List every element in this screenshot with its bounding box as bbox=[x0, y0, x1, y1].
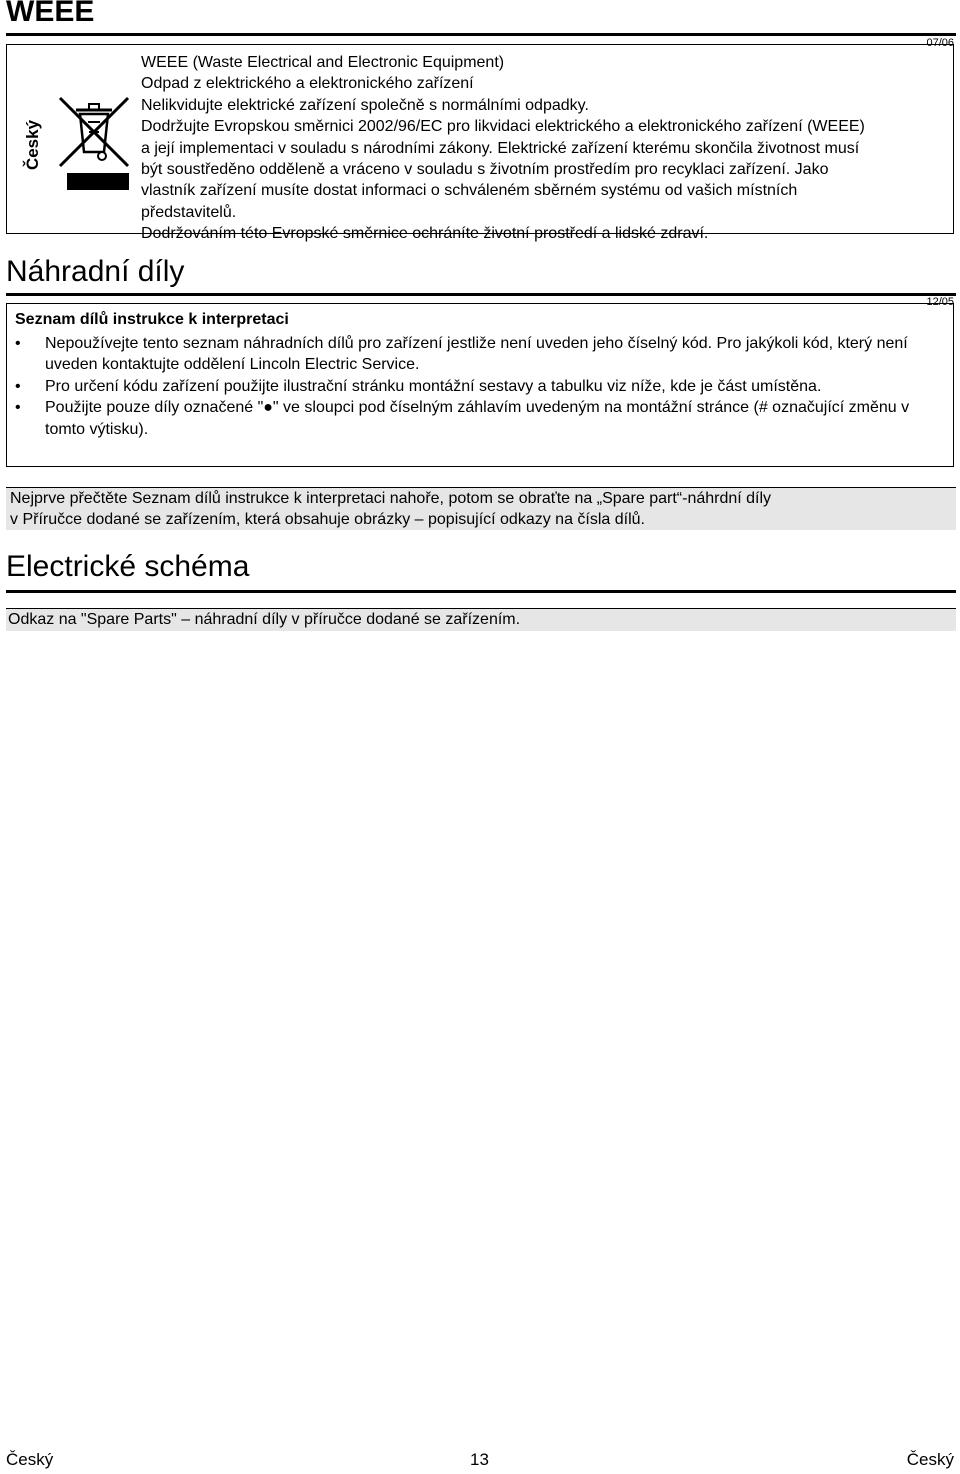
spare-parts-divider bbox=[6, 293, 956, 296]
weee-line: být soustředěno odděleně a vráceno v souladu s životním prostředím pro recyklaci zařízení. Jako bbox=[141, 161, 829, 179]
bullet-icon: • bbox=[15, 399, 21, 417]
list-item-text: Pro určení kódu zařízení použijte ilustrační stránku montážní sestavy a tabulku viz níže, kde je část umístěna. bbox=[45, 377, 822, 395]
crossed-out-wheelie-bin-icon bbox=[56, 92, 132, 172]
language-side-label-text: Český bbox=[23, 119, 42, 171]
note-line: v Příručce dodané se zařízením, která obsahuje obrázky – popisující odkazy na čísla dílů. bbox=[10, 511, 645, 529]
footer-language-left: Český bbox=[6, 1450, 54, 1469]
electrical-schema-divider bbox=[6, 590, 956, 593]
bullet-icon: • bbox=[15, 377, 21, 395]
weee-line: vlastník zařízení musíte dostat informaci o schváleném sběrném systému od vašich místních bbox=[141, 182, 798, 200]
list-item bbox=[15, 376, 935, 397]
spare-parts-heading: Seznam dílů instrukce k interpretaci bbox=[15, 311, 289, 328]
weee-line: a její implementaci v souladu s národními zákony. Elektrické zařízení kterému skončila životnost musí bbox=[141, 139, 860, 157]
electrical-schema-title: Electrické schéma bbox=[6, 550, 250, 583]
weee-date: 07/06 bbox=[926, 37, 954, 49]
weee-line: Nelikvidujte elektrické zařízení společně s normálními odpadky. bbox=[141, 96, 589, 114]
bullet-icon: • bbox=[15, 335, 21, 352]
note-line: Nejprve přečtěte Seznam dílů instrukce k interpretaci nahoře, potom se obraťte na „Spare part“-náhrdní díly bbox=[10, 490, 772, 507]
weee-line: představitelů. bbox=[141, 203, 237, 221]
weee-line: Dodržováním této Evropské směrnice ochráníte životní prostředí a lidské zdraví. bbox=[141, 225, 709, 243]
note-text bbox=[10, 488, 950, 531]
weee-black-bar bbox=[67, 173, 129, 190]
weee-line: WEEE (Waste Electrical and Electronic Equipment) bbox=[141, 54, 505, 71]
weee-line: Dodržujte Evropskou směrnici 2002/96/EC pro likvidaci elektrického a elektronického zařízení (WEEE) bbox=[141, 118, 865, 136]
page-number: 13 bbox=[470, 1450, 489, 1469]
footer-language-right: Český bbox=[906, 1450, 954, 1469]
list-item bbox=[15, 397, 935, 440]
spare-parts-title: Náhradní díly bbox=[6, 255, 185, 288]
weee-divider bbox=[6, 33, 956, 36]
weee-line: Odpad z elektrického a elektronického zařízení bbox=[141, 75, 474, 93]
language-side-label bbox=[18, 110, 48, 180]
spare-parts-date: 12/05 bbox=[926, 296, 954, 308]
spare-parts-instructions-list bbox=[15, 333, 935, 440]
list-item bbox=[15, 333, 935, 376]
electrical-schema-text: Odkaz na "Spare Parts" – náhradní díly v příručce dodané se zařízením. bbox=[8, 611, 521, 628]
list-item-text: Nepoužívejte tento seznam náhradních dílů pro zařízení jestliže není uveden jeho číselný kód. Pro jakýkoli kód, který není uveden kontaktujte oddělení Lincoln Electric Service. bbox=[45, 335, 908, 374]
weee-title: WEEE bbox=[6, 0, 95, 28]
list-item-text: Použijte pouze díly označené "●" ve sloupci pod číselným záhlavím uvedeným na montážní stránce (# označující změnu v tomto výtisku). bbox=[45, 399, 910, 438]
weee-body-text bbox=[141, 52, 951, 245]
